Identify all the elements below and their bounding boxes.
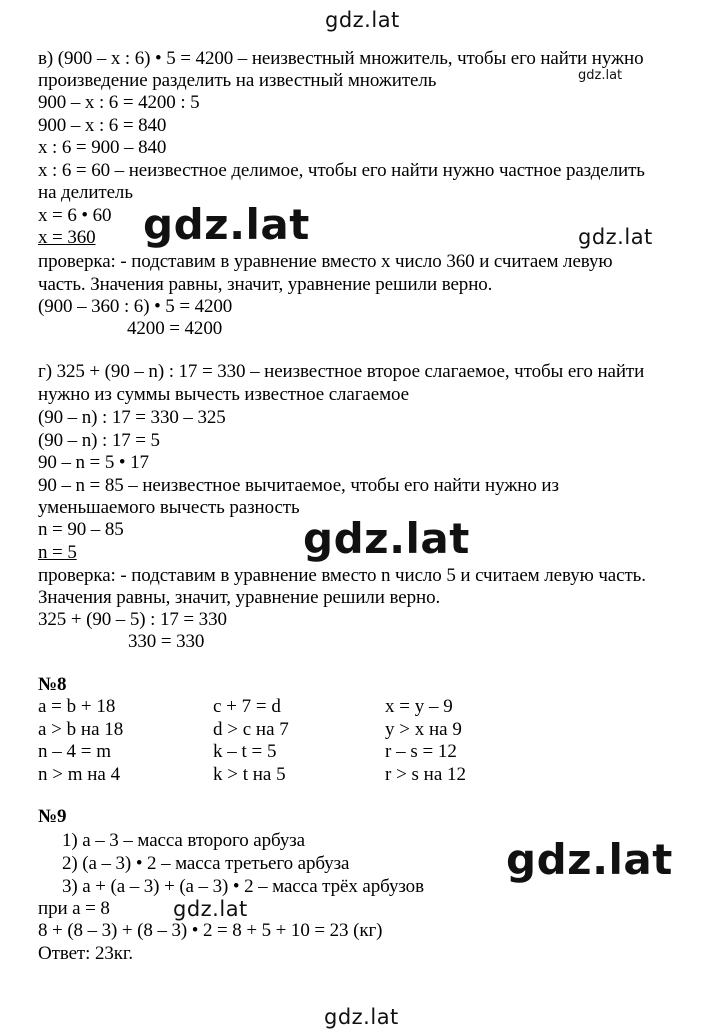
check-line: проверка: - подставим в уравнение вместо x число 360 и считаем левую <box>38 251 613 272</box>
check-line: часть. Значения равны, значит, уравнение решили верно. <box>38 274 493 295</box>
task-8-cell: r – s = 12 <box>385 741 457 762</box>
task-8-cell: a = b + 18 <box>38 696 116 717</box>
answer: x = 360 <box>38 227 96 248</box>
task-9-item: 2) (a – 3) • 2 – масса третьего арбуза <box>62 853 350 874</box>
task-8-cell: a > b на 18 <box>38 719 124 740</box>
task-8-cell: k > t на 5 <box>213 764 286 785</box>
task-9-item: 1) a – 3 – масса второго арбуза <box>62 830 305 851</box>
part-v-line: на делитель <box>38 182 133 203</box>
task-9-item: 3) a + (a – 3) + (a – 3) • 2 – масса трёх арбузов <box>62 876 424 897</box>
part-g-line: 90 – n = 85 – неизвестное вычитаемое, чтобы его найти нужно из <box>38 475 559 496</box>
equation: (90 – n) : 17 = 5 <box>38 430 160 451</box>
watermark-top: gdz.lat <box>325 8 400 32</box>
part-g-line: уменьшаемого вычесть разность <box>38 497 300 518</box>
task-8-cell: c + 7 = d <box>213 696 281 717</box>
task-8-cell: x = y – 9 <box>385 696 453 717</box>
watermark-large: gdz.lat <box>506 835 673 884</box>
task-8-heading: №8 <box>38 674 67 695</box>
part-v-line: произведение разделить на известный множитель <box>38 70 437 91</box>
check-equation: 325 + (90 – 5) : 17 = 330 <box>38 609 227 630</box>
task-8-cell: n > m на 4 <box>38 764 121 785</box>
watermark-bottom: gdz.lat <box>324 1005 399 1029</box>
answer: n = 5 <box>38 542 77 563</box>
task-9-condition: при a = 8 <box>38 898 110 919</box>
task-8-cell: d > c на 7 <box>213 719 289 740</box>
part-v-line: в) (900 – x : 6) • 5 = 4200 – неизвестный множитель, чтобы его найти нужно <box>38 48 644 69</box>
watermark-right: gdz.lat <box>578 225 653 249</box>
check-line: Значения равны, значит, уравнение решили верно. <box>38 587 441 608</box>
watermark-large: gdz.lat <box>303 514 470 563</box>
equation: 900 – x : 6 = 840 <box>38 115 167 136</box>
equation: x = 6 • 60 <box>38 205 112 226</box>
equation: 900 – x : 6 = 4200 : 5 <box>38 92 200 113</box>
check-line: проверка: - подставим в уравнение вместо n число 5 и считаем левую часть. <box>38 565 646 586</box>
task-8-cell: r > s на 12 <box>385 764 467 785</box>
task-9-heading: №9 <box>38 806 67 827</box>
check-equation: (900 – 360 : 6) • 5 = 4200 <box>38 296 233 317</box>
task-9-answer: Ответ: 23кг. <box>38 943 134 964</box>
check-result: 4200 = 4200 <box>127 318 223 339</box>
equation: 90 – n = 5 • 17 <box>38 452 149 473</box>
part-g-line: нужно из суммы вычесть известное слагаемое <box>38 384 409 405</box>
equation: n = 90 – 85 <box>38 519 124 540</box>
equation: (90 – n) : 17 = 330 – 325 <box>38 407 226 428</box>
part-g-line: г) 325 + (90 – n) : 17 = 330 – неизвестное второе слагаемое, чтобы его найти <box>38 361 645 382</box>
task-9-calculation: 8 + (8 – 3) + (8 – 3) • 2 = 8 + 5 + 10 = 23 (кг) <box>38 920 383 941</box>
part-v-line: x : 6 = 60 – неизвестное делимое, чтобы его найти нужно частное разделить <box>38 160 645 181</box>
task-8-cell: n – 4 = m <box>38 741 111 762</box>
check-result: 330 = 330 <box>128 631 205 652</box>
watermark-large: gdz.lat <box>143 200 310 249</box>
task-8-cell: y > x на 9 <box>385 719 462 740</box>
watermark-small: gdz.lat <box>173 897 248 921</box>
task-8-cell: k – t = 5 <box>213 741 277 762</box>
watermark-small: gdz.lat <box>578 68 623 83</box>
equation: x : 6 = 900 – 840 <box>38 137 167 158</box>
